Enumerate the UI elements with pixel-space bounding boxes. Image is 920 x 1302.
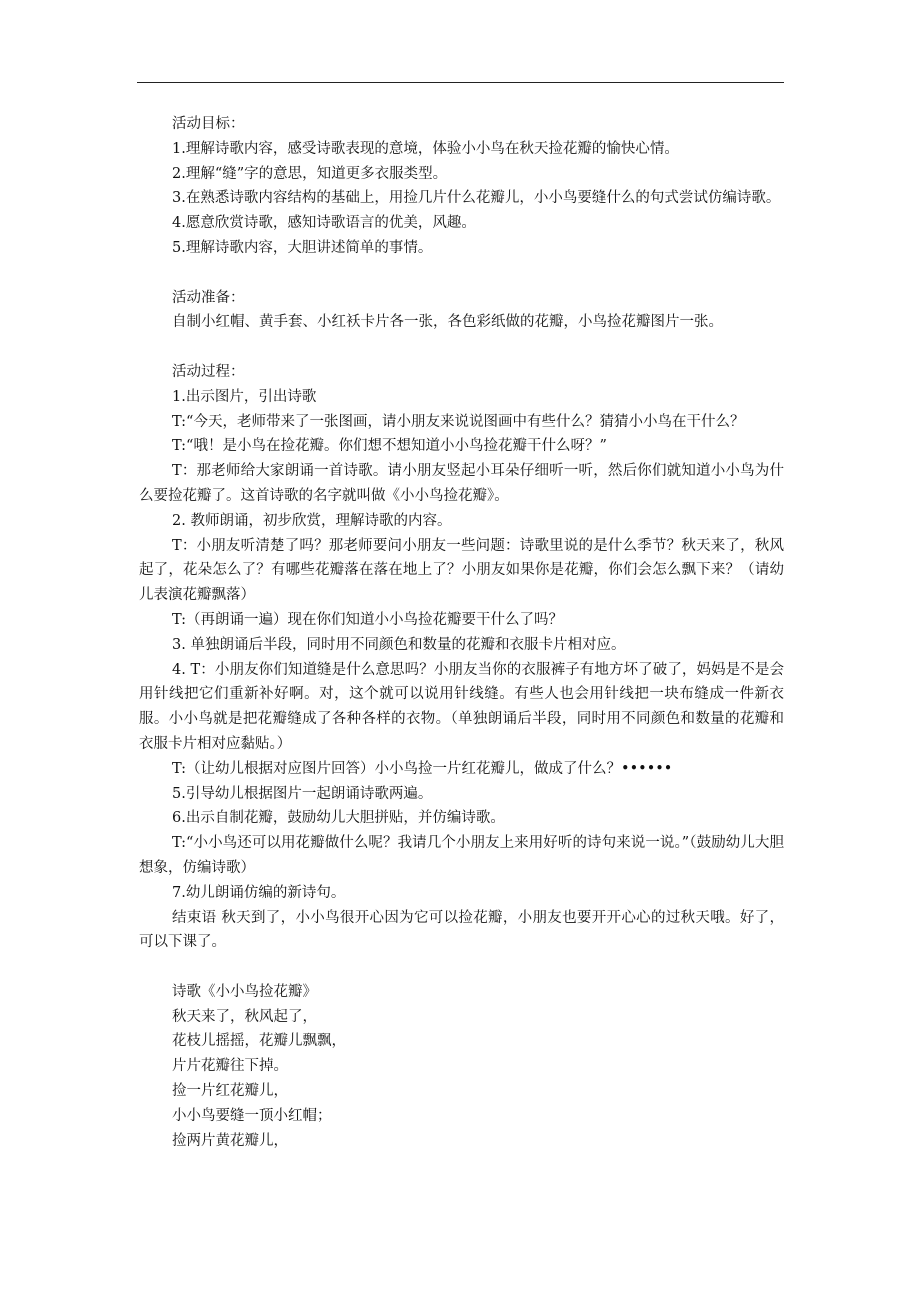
process-paragraph: 5.引导幼儿根据图片一起朗诵诗歌两遍。 (172, 785, 433, 802)
goal-item-3: 3.在熟悉诗歌内容结构的基础上，用捡几片什么花瓣儿，小小鸟要缝什么的句式尝试仿编诗歌。 (172, 190, 781, 207)
process-paragraph: T:“小小鸟还可以用花瓣做什么呢？我请几个小朋友上来用好听的诗句来说一说。”（鼓励幼儿大胆想象，仿编诗歌） (139, 835, 784, 876)
process-paragraph: T：小朋友听清楚了吗？那老师要问小朋友一些问题：诗歌里说的是什么季节？秋天来了，秋风起了，花朵怎么了？有哪些花瓣落在落在地上了？小朋友如果你是花瓣，你们会怎么飘下来？（请幼儿表演花瓣飘落） (139, 537, 784, 604)
process-paragraph: 2. 教师朗诵，初步欣赏，理解诗歌的内容。 (172, 512, 452, 529)
poem-title: 诗歌《小小鸟捡花瓣》 (172, 983, 317, 1000)
closing-remark: 结束语 秋天到了，小小鸟很开心因为它可以捡花瓣，小朋友也要开开心心的过秋天哦。好了，可以下课了。 (139, 909, 784, 951)
process-paragraph: T：那老师给大家朗诵一首诗歌。请小朋友竖起小耳朵仔细听一听，然后你们就知道小小鸟为什么要捡花瓣了。这首诗歌的名字就叫做《小小鸟捡花瓣》。 (139, 463, 784, 504)
process-paragraph: T:（再朗诵一遍）现在你们知道小小鸟捡花瓣要干什么了吗？ (172, 611, 564, 628)
section-spacer (139, 335, 784, 360)
poem-line: 秋天来了，秋风起了， (172, 1008, 317, 1025)
process-paragraph: 3. 单独朗诵后半段，同时用不同颜色和数量的花瓣和衣服卡片相对应。 (172, 636, 626, 653)
document-body (139, 112, 784, 1153)
goal-item-2: 2.理解“缝”字的意思，知道更多衣服类型。 (172, 165, 448, 182)
section-spacer (139, 261, 784, 286)
process-paragraph: 7.幼儿朗诵仿编的新诗句。 (172, 884, 346, 901)
goals-heading: 活动目标： (172, 116, 245, 132)
preparation-heading: 活动准备： (172, 289, 245, 306)
goal-item-5: 5.理解诗歌内容，大胆讲述简单的事情。 (172, 239, 433, 256)
goal-item-4: 4.愿意欣赏诗歌，感知诗歌语言的优美，风趣。 (172, 215, 476, 232)
poem-line: 捡两片黄花瓣儿， (172, 1132, 288, 1149)
preparation-text: 自制小红帽、黄手套、小红袄卡片各一张，各色彩纸做的花瓣，小鸟捡花瓣图片一张。 (172, 314, 723, 331)
process-paragraph: T:（让幼儿根据对应图片回答）小小鸟捡一片红花瓣儿，做成了什么？•••••• (172, 760, 673, 777)
process-paragraph: 1.出示图片，引出诗歌 (172, 388, 317, 405)
process-heading: 活动过程： (172, 363, 245, 380)
poem-line: 小小鸟要缝一顶小红帽； (172, 1107, 332, 1124)
goal-item-1: 1.理解诗歌内容，感受诗歌表现的意境，体验小小鸟在秋天捡花瓣的愉快心情。 (172, 140, 679, 157)
process-paragraph: T:“哦！是小鸟在捡花瓣。你们想不想知道小小鸟捡花瓣干什么呀？” (172, 438, 607, 455)
process-paragraph: T:“今天，老师带来了一张图画，请小朋友来说说图画中有些什么？猜猜小小鸟在干什么？ (172, 413, 745, 430)
poem-line: 花枝儿摇摇，花瓣儿飘飘， (172, 1033, 346, 1050)
poem-line: 捡一片红花瓣儿， (172, 1083, 288, 1100)
poem-line: 片片花瓣往下掉。 (172, 1058, 288, 1075)
header-rule (137, 82, 784, 83)
process-paragraph: 6.出示自制花瓣，鼓励幼儿大胆拼贴，并仿编诗歌。 (172, 810, 505, 827)
process-paragraph: 4. T：小朋友你们知道缝是什么意思吗？小朋友当你的衣服裤子有地方坏了破了，妈妈是不是会用针线把它们重新补好啊。对，这个就可以说用针线缝。有些人也会用针线把一块布缝成一件新衣服。小小鸟就是把花瓣缝成了各种各样的衣物。（单独朗诵后半段，同时用不同颜色和数量的花瓣和衣服卡片相对应黏贴。） (139, 661, 784, 752)
section-spacer (139, 955, 784, 980)
